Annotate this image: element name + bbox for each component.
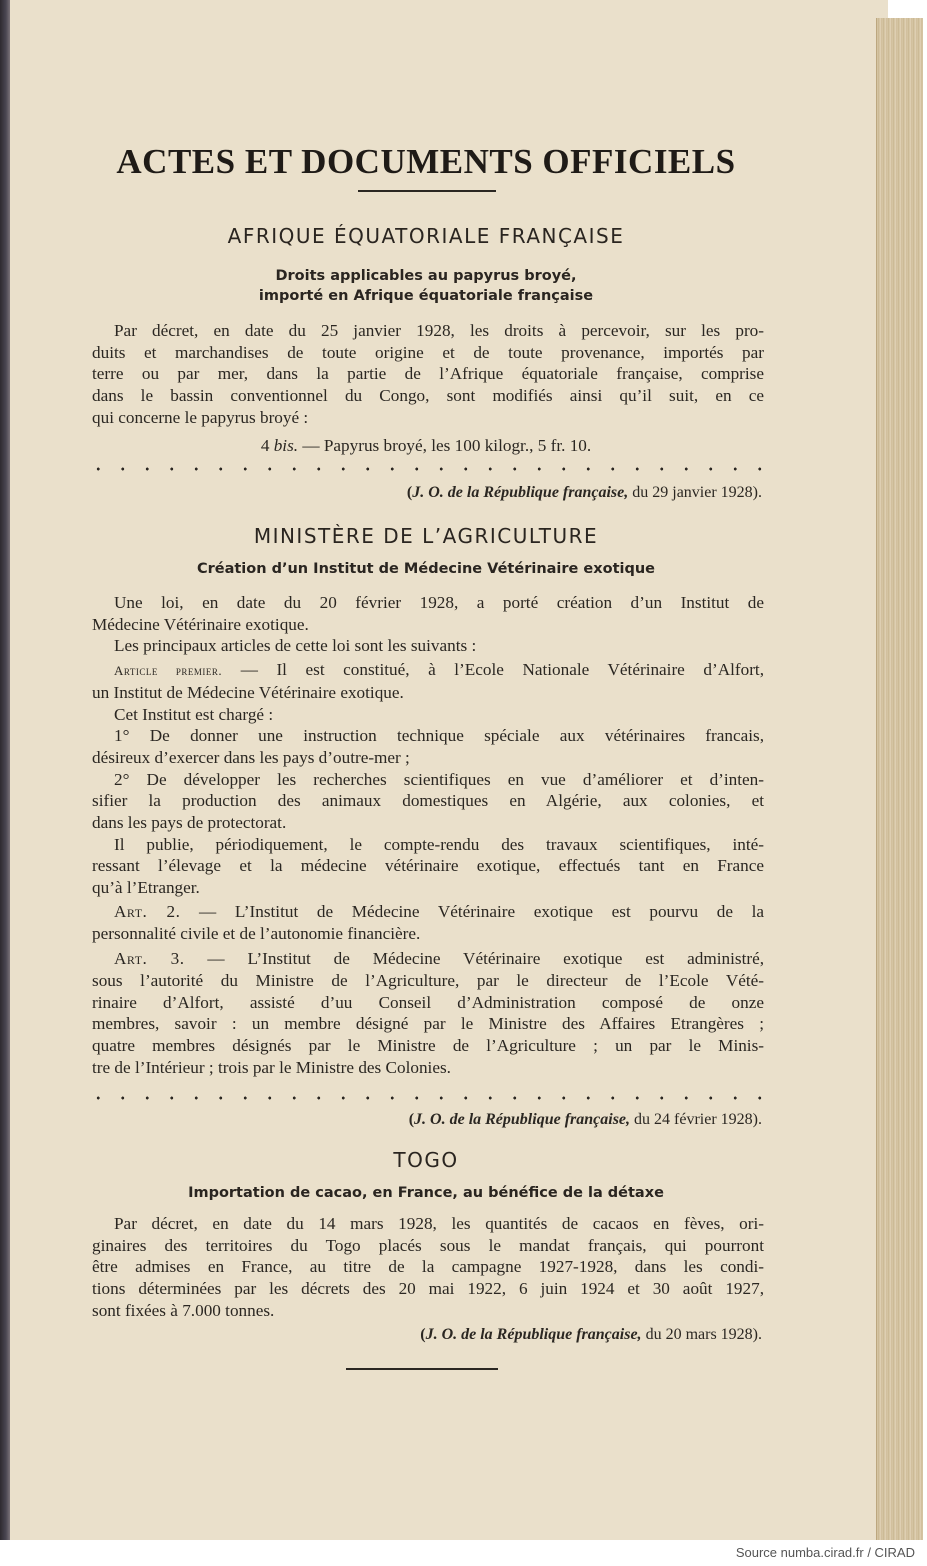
book-binding (0, 0, 10, 1540)
citation-journal: J. O. de la République française, (425, 1326, 642, 1343)
citation-journal: J. O. de la République française, (414, 1111, 631, 1128)
title-rule (358, 190, 496, 192)
citation-date: du 29 janvier 1928). (628, 484, 762, 501)
ellipsis-dots (86, 465, 762, 473)
article-label: Art. 3. (114, 949, 185, 969)
citation-journal: J. O. de la République française, (412, 484, 629, 501)
text-line: tre de l’Intérieur ; trois par le Ministre des Colonies. (92, 1057, 451, 1077)
text-line: 2° De développer les recherches scientifiques en vue d’améliorer et d’inten- (114, 769, 764, 789)
text-line: Il publie, périodiquement, le compte-rendu des travaux scientifiques, inté- (114, 834, 764, 854)
article-label: Art. 2. (114, 901, 181, 921)
subheading-papyrus (86, 266, 766, 306)
article-label: Article premier. (114, 663, 223, 679)
subheading-cacao: Importation de cacao, en France, au bénéfice de la détaxe (188, 1185, 664, 1201)
paragraph-loi (92, 592, 765, 1078)
text-line: sont fixées à 7.000 tonnes. (92, 1300, 275, 1320)
paragraph-cacao-decree (92, 1213, 764, 1322)
text-line: duits et marchandises de toute origine et de toute provenance, importés par (92, 342, 764, 362)
text-line: personnalité civile et de l’autonomie financière. (92, 923, 421, 943)
text-line: Par décret, en date du 25 janvier 1928, les droits à percevoir, sur les pro- (114, 321, 764, 340)
text-line: qu’à l’Etranger. (92, 878, 200, 898)
text-line: un Institut de Médecine Vétérinaire exotique. (92, 682, 404, 702)
text-line: Cet Institut est chargé : (114, 704, 274, 724)
citation-paren: ( (406, 484, 413, 501)
text-line: Les principaux articles de cette loi sont les suivants : (114, 636, 477, 656)
text-line: ginaires des territoires du Togo placés sous le mandat français, qui pourront (92, 1235, 764, 1255)
text-line: Médecine Vétérinaire exotique. (92, 614, 309, 634)
ellipsis-dots (86, 1094, 762, 1102)
text-line: tions déterminées par les décrets des 20 mai 1922, 6 juin 1924 et 30 août 1927, (92, 1279, 764, 1299)
text-line: quatre membres désignés par le Ministre de l’Agriculture ; un par le Minis- (92, 1036, 764, 1056)
text-line: désireux d’exercer dans les pays d’outre-mer ; (92, 747, 410, 767)
text-line: sous l’autorité du Ministre de l’Agriculture, par le directeur de l’Ecole Vété- (92, 970, 764, 990)
text-span: — Il est constitué, à l’Ecole Nationale Vétérinaire d’Alfort, (222, 660, 764, 680)
tariff-text: — Papyrus broyé, les 100 kilogr., 5 fr. 10. (298, 436, 592, 455)
tariff-number: 4 (260, 436, 270, 455)
text-line: qui concerne le papyrus broyé : (92, 407, 309, 427)
text-span: — L’Institut de Médecine Vétérinaire exotique est administré, (184, 949, 765, 969)
text-span: — L’Institut de Médecine Vétérinaire exotique est pourvu de la (180, 901, 764, 921)
text-line: Par décret, en date du 14 mars 1928, les quantités de cacaos en fèves, ori- (114, 1214, 764, 1233)
text-line: membres, savoir : un membre désigné par le Ministre des Affaires Etrangères ; (92, 1014, 764, 1034)
closing-rule (346, 1368, 498, 1370)
document-title: ACTES ET DOCUMENTS OFFICIELS (116, 142, 736, 181)
citation-jo-3 (236, 1326, 762, 1344)
citation-date: du 20 mars 1928). (641, 1326, 762, 1343)
section-heading-aef: AFRIQUE ÉQUATORIALE FRANÇAISE (227, 224, 625, 248)
subheading-line: Droits applicables au papyrus broyé, (275, 268, 577, 284)
paragraph-papyrus-decree (92, 320, 764, 429)
citation-jo-1 (236, 484, 762, 502)
citation-paren: ( (420, 1326, 426, 1343)
text-line: rinaire d’Alfort, assisté d’uu Conseil d’Administration composé de onze (92, 992, 764, 1012)
citation-paren: ( (408, 1111, 415, 1128)
article-premier-line (114, 659, 764, 682)
text-line: terre ou par mer, dans la partie de l’Afrique équatoriale française, comprise (92, 364, 764, 384)
citation-jo-2 (236, 1111, 762, 1129)
article-2-line (114, 901, 764, 923)
section-heading-agriculture: MINISTÈRE DE L’AGRICULTURE (253, 524, 599, 548)
tariff-bis: bis. (273, 436, 299, 455)
text-line: être admises en France, au titre de la campagne 1927-1928, dans les condi- (92, 1257, 764, 1277)
page-edges (876, 18, 923, 1540)
text-line: sifier la production des animaux domestiques en Algérie, aux colonies, et (92, 791, 764, 811)
article-3-line (114, 948, 764, 970)
subheading-line: importé en Afrique équatoriale française (258, 288, 594, 304)
text-line: dans le bassin conventionnel du Congo, sont modifiés ainsi qu’il suit, en ce (92, 386, 764, 406)
section-heading-togo: TOGO (393, 1148, 459, 1172)
text-line: ressant l’élevage et la médecine vétérinaire exotique, effectués tant en France (92, 856, 764, 876)
text-line: dans les pays de protectorat. (92, 813, 287, 833)
text-line: Une loi, en date du 20 février 1928, a porté création d’un Institut de (114, 593, 764, 612)
source-credit: Source numba.cirad.fr / CIRAD (735, 1545, 915, 1560)
text-line: 1° De donner une instruction technique spéciale aux vétérinaires francais, (114, 726, 764, 746)
tariff-line (86, 436, 766, 456)
subheading-institut: Création d’un Institut de Médecine Vétérinaire exotique (196, 561, 656, 577)
citation-date: du 24 février 1928). (630, 1111, 762, 1128)
